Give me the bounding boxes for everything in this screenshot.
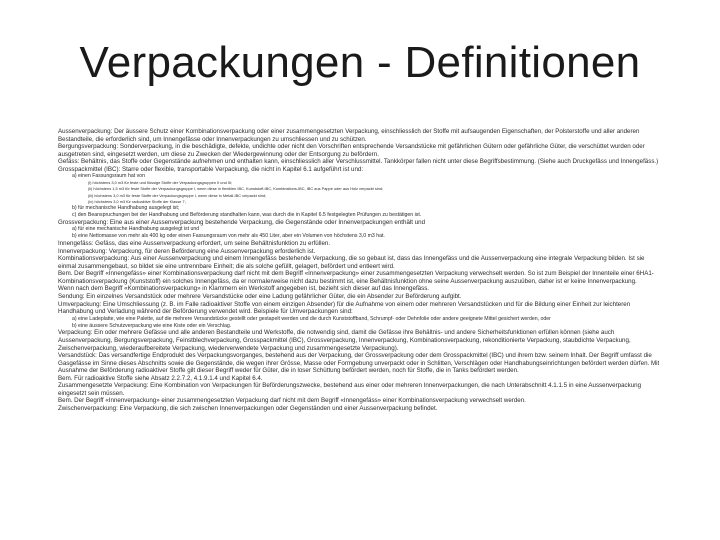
definition-paragraph: Zwischenverpackung: Eine Verpackung, die sich zwischen Innenverpackungen oder Gegenständen und einer Aussenverpackung befindet. — [58, 404, 438, 412]
definition-paragraph: Innenverpackung: Verpackung, für deren Beförderung eine Aussenverpackung erforderlich ist. — [58, 247, 316, 255]
definition-list-item: (iv) höchstens 3,0 m3 für radioaktive Stoffe der Klasse 7; — [88, 198, 186, 204]
definition-paragraph: Kombinationsverpackung: Aus einer Aussenverpackung und einem Innengefäss bestehende Verpackung, die so gebaut ist, dass das Innengefäss und die Aussenverpackung eine integrale Verpackung bilden. Ist sie einmal zusammengebaut, so bildet sie eine untrennbare Einheit; die als solche gefüllt, gelagert, befördert und entleert wird. — [58, 255, 645, 270]
definition-paragraph: Grossverpackung: Eine aus einer Aussenverpackung bestehende Verpackung, die Gegenstände oder Innenverpackungen enthält und — [58, 218, 426, 226]
page-title: Verpackungen - Definitionen — [79, 38, 641, 87]
definition-paragraph: Bem. Für radioaktive Stoffe siehe Absatz 2.2.7.2, 4.1.9.1.4 und Kapitel 6.4. — [58, 374, 263, 382]
definition-list-item: a) einen Fassungsraum hat von — [72, 173, 145, 180]
definition-list-item: c) den Beanspruchungen bei der Handhabung und Beförderung standhalten kann, was durch die in Kapitel 6.5 festgelegten Prüfungen zu bestätigen ist. — [72, 211, 422, 218]
definition-paragraph: Bem. Der Begriff «Innengefäss» einer Kombinationsverpackung darf nicht mit dem Begriff «Innenverpackung» einer zusammengesetzten Verpackung verwechselt werden. So ist zum Beispiel der Innenteile einer 6HA1-Kombinationsverpackung (Kunststoff) ein solches Innengefäss, da er normalerweise nicht dazu bestimmt ist, eine Behältnisfunktion ohne seine Aussenverpackung auszuüben, daher ist er keine Innenverpackung. — [58, 270, 654, 285]
definition-list-item: (iii) höchstens 3,0 m3 für feste Stoffe der Verpackungsgruppe I, wenn diese in Metall-IBC verpackt sind; — [88, 192, 267, 198]
definition-list-item: a) für eine mechanische Handhabung ausgelegt ist und — [72, 226, 200, 233]
definition-paragraph: Aussenverpackung: Der äussere Schutz einer Kombinationsverpackung oder einer zusammengesetzten Verpackung, einschliesslich der Stoffe mit aufsaugenden Eigenschaften, der Polsterstoffe und aller anderen Bestandteile, die erforderlich sind, um Innengefässe oder Innenverpackungen zu umschliessen und zu schützen. — [58, 128, 640, 143]
definition-paragraph: Innengefäss: Gefäss, das eine Aussenverpackung erfordert, um seine Behältnisfunktion zu erfüllen. — [58, 240, 331, 248]
definition-paragraph: Verpackung: Ein oder mehrere Gefässe und alle anderen Bestandteile und Werkstoffe, die notwendig sind, damit die Gefässe ihre Behältnis- und andere Sicherheitsfunktionen erfüllen können (siehe auch Aussenverpackung, Bergungsverpackung, Feinstblechverpackung, Grosspackmittel (IBC), Grossverpackung, Innenverpackung, Kombinationsverpackung, rekonditionierte Verpackung, staubdichte Verpackung, Zwischenverpackung, wiederaufbereitete Verpackung, wiederverwendete Verpackung und zusammengesetzte Verpackung). — [58, 329, 631, 352]
definition-paragraph: Gefäss: Behältnis, das Stoffe oder Gegenstände aufnehmen und enthalten kann, einschliesslich aller Verschlussmittel. Tankkörper fallen nicht unter diese Begriffsbestimmung. (Siehe auch Druckgefäss und Innengefäss.) — [58, 158, 659, 166]
definition-paragraph: Wenn nach dem Begriff «Kombinationsverpackung» in Klammern ein Werkstoff angegeben ist, bezieht sich dieser auf das Innengefäss. — [58, 285, 430, 293]
definition-list-item: b) eine äussere Schutzverpackung wie eine Kiste oder ein Verschlag. — [72, 322, 232, 329]
definition-list-item: (i) höchstens 3,0 m3 für feste und flüssige Stoffe der Verpackungsgruppen II und III; — [88, 180, 233, 186]
definition-paragraph: Bergungsverpackung: Sonderverpackung, in die beschädigte, defekte, undichte oder nicht den Vorschriften entsprechende Versandstücke mit gefährlichen Gütern oder gefährliche Güter, die verschüttet wurden oder ausgetreten sind, eingesetzt werden, um diese zu Zwecken der Wiedergewinnung oder der Entsorgung zu befördern. — [58, 143, 645, 158]
definition-list-item: (ii) höchstens 1,5 m3 für feste Stoffe der Verpackungsgruppe I, wenn diese in flexiblen IBC, Kunststoff-IBC, Kombinations-IBC, IBC aus Pappe oder aus Holz verpackt sind; — [88, 186, 384, 192]
definition-list-item: b) eine Nettomasse von mehr als 400 kg oder einen Fassungsraum von mehr als 450 Liter, aber ein Volumen von höchstens 3,0 m3 hat. — [72, 233, 385, 240]
definition-paragraph: Versandstück: Das versandfertige Endprodukt des Verpackungsvorganges, bestehend aus der Verpackung, der Grossverpackung oder dem Grosspackmittel (IBC) und ihrem bzw. seinem Inhalt. Der Begriff umfasst die Gasgefässe im Sinne dieses Abschnitts sowie die Gegenstände, die wegen ihrer Grösse, Masse oder Formgebung unverpackt oder in Schlitten, Verschlägen oder Handhabungseinrichtungen befördert werden dürfen. Mit Ausnahme der Beförderung radioaktiver Stoffe gilt dieser Begriff weder für Güter, die in loser Schüttung befördert werden, noch für Stoffe, die in Tanks befördert werden. — [58, 352, 660, 375]
definition-list-item: a) eine Ladeplatte, wie eine Palette, auf die mehrere Versandstücke gestellt oder gestapelt werden und die durch Kunststoffband, Schrumpf- oder Dehnfolie oder andere geeignete Mittel gesichert werden, oder — [72, 315, 551, 322]
definition-paragraph: Bem. Der Begriff «Innenverpackung» einer zusammengesetzten Verpackung darf nicht mit dem Begriff «Innengefäss» einer Kombinationsverpackung verwechselt werden. — [58, 397, 526, 405]
definition-paragraph: Grosspackmittel (IBC): Starre oder flexible, transportable Verpackung, die nicht in Kapitel 6.1 aufgeführt ist und: — [58, 165, 364, 173]
definition-paragraph: Sendung: Ein einzelnes Versandstück oder mehrere Versandstücke oder eine Ladung gefährlicher Güter, die ein Absender zur Beförderung aufgibt. — [58, 293, 462, 300]
definitions-body — [58, 128, 664, 412]
definition-paragraph: Umverpackung: Eine Umschliessung (z. B. im Falle radioaktiver Stoffe von einem einzigen Absender) für die Aufnahme von einem oder mehreren Versandstücken und für die Bildung einer Einheit zur leichteren Handhabung und Verladung während der Beförderung verwendet wird. Beispiele für Umverpackungen sind: — [58, 300, 631, 316]
definition-list-item: b) für mechanische Handhabung ausgelegt ist; — [72, 205, 180, 211]
definition-paragraph: Zusammengesetzte Verpackung: Eine Kombination von Verpackungen für Beförderungszwecke, bestehend aus einer oder mehreren Innenverpackungen, die nach Unterabschnitt 4.1.1.5 in eine Aussenverpackung eingesetzt sein müssen. — [58, 382, 642, 397]
